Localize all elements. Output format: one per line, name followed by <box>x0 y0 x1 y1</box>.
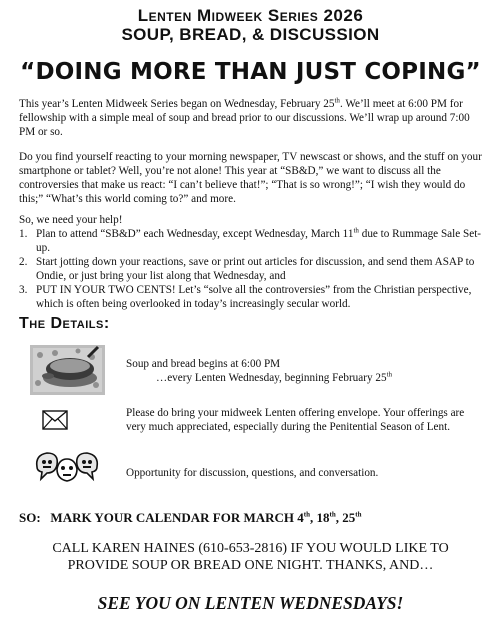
help-list <box>19 227 485 311</box>
series-title: Lenten Midweek Series 2026 <box>137 6 364 25</box>
closing-line: SEE YOU ON LENTEN WEDNESDAYS! <box>97 593 404 613</box>
envelope-info: Please do bring your midweek Lenten offering envelope. Your offerings are very much appreciated, especially during the Penitential Season of Lent. <box>126 407 465 433</box>
discussion-info: Opportunity for discussion, questions, and conversation. <box>126 467 379 479</box>
subtitle: SOUP, BREAD, & DISCUSSION <box>121 25 380 44</box>
list-item: 1. Plan to attend “SB&D” each Wednesday, except Wednesday, March 11th due to Rummage Sale Set-up. <box>19 226 482 254</box>
people-talking-icon <box>33 449 101 485</box>
intro-paragraph-1: This year’s Lenten Midweek Series began on Wednesday, February 25th. We’ll meet at 6:00 PM for fellowship with a simple meal of soup and bread prior to our discussions. We’ll wrap up around 7:00 PM or so. <box>19 96 470 138</box>
soup-line-1: Soup and bread begins at 6:00 PM <box>126 358 281 370</box>
call-line-2: PROVIDE SOUP OR BREAD ONE NIGHT. THANKS, AND… <box>67 558 434 573</box>
calendar-note: SO: MARK YOUR CALENDAR FOR MARCH 4th, 18th, 25th <box>19 510 362 525</box>
intro-paragraph-3: So, we need your help! <box>19 214 123 226</box>
soup-line-2: …every Lenten Wednesday, beginning February 25th <box>156 370 393 384</box>
soup-bowl-icon <box>30 345 105 395</box>
details-heading: The Details: <box>19 315 110 332</box>
list-item: 3. PUT IN YOUR TWO CENTS! Let’s “solve all the controversies” from the Christian perspective, which is often being overlooked in today’s increasingly secular world. <box>19 284 472 310</box>
envelope-icon <box>42 410 68 430</box>
call-line-1: CALL KAREN HAINES (610-653-2816) IF YOU WOULD LIKE TO <box>52 541 449 556</box>
soup-info <box>126 357 486 385</box>
headline: “DOING MORE THAN JUST COPING” <box>20 59 481 85</box>
intro-paragraph-2: Do you find yourself reacting to your morning newspaper, TV newscast or shows, and the stuff on your smartphone or tablet? Well, you’re not alone! This year at “SB&D,” we want to discuss all the controversies that make us react: “I can’t believe that!”; “That is so wrong!”; “I wish they would do this;” “What’s this world coming to?” and more. <box>19 151 482 205</box>
call-to-action <box>0 540 501 574</box>
list-item: 2. Start jotting down your reactions, save or print out articles for discussion, and send them ASAP to Ondie, or just bring your list along that Wednesday, and <box>19 256 475 282</box>
